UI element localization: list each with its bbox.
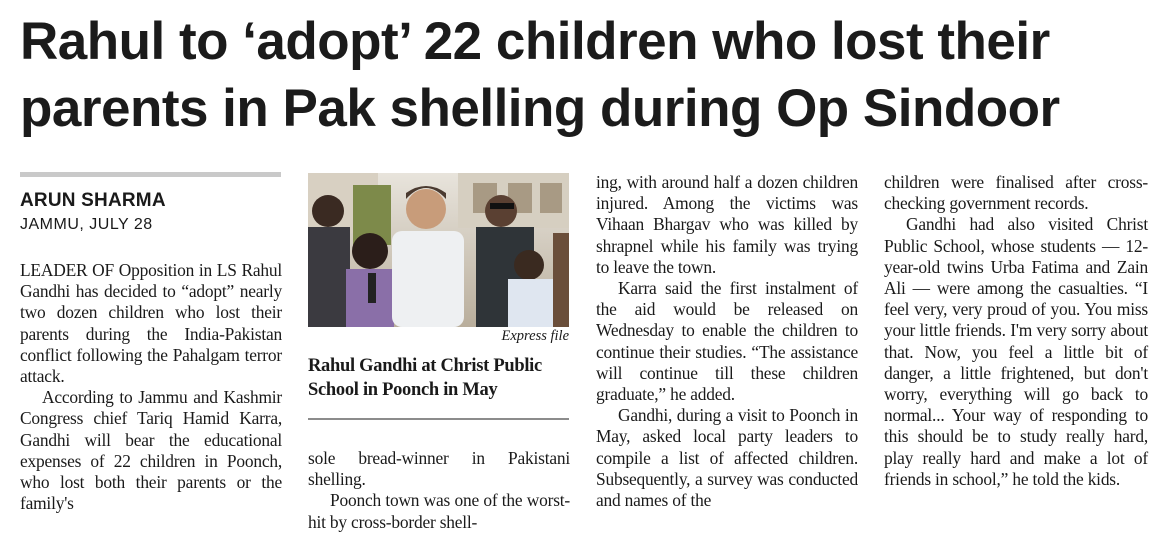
photo-illustration <box>308 173 569 327</box>
photo-caption <box>308 354 570 402</box>
paragraph: According to Jammu and Kashmir Congress chief Tariq Hamid Karra, Gandhi will bear the educational expenses of 22 children in Poonch, who lost both their parents or the family's <box>20 387 282 514</box>
paragraph: children were finalised after cross-checking government records. <box>884 172 1148 214</box>
byline-rule <box>20 172 281 177</box>
caption-rule <box>308 418 569 420</box>
paragraph: Gandhi had also visited Christ Public School, whose students — 12-year-old twins Urba Fatima and Zain Ali — were among the casualties. “I feel very, very proud of you. You miss your little friends. I'm very sorry about that. Now, you feel a little bit of danger, a little frightened, but don't worry, everything will go back to normal... Your way of responding to this should be to study really hard, play really hard and make a lot of friends in school,” he told the kids. <box>884 214 1148 489</box>
paragraph: ing, with around half a dozen children injured. Among the victims was Vihaan Bhargav who was killed by shrapnel while his family was trying to leave the town. <box>596 172 858 277</box>
paragraph: Gandhi, during a visit to Poonch in May, asked local party leaders to compile a list of affected children. Subsequently, a survey was conducted and names of the <box>596 405 858 511</box>
caption-line-1: Rahul Gandhi at Christ Public <box>308 356 542 376</box>
headline-line-2: parents in Pak shelling during Op Sindoor <box>20 79 1060 138</box>
dateline: JAMMU, JULY 28 <box>20 216 153 233</box>
paragraph: sole bread-winner in Pakistani shelling. <box>308 448 570 490</box>
headline-line-1: Rahul to ‘adopt’ 22 children who lost their <box>20 12 1050 71</box>
article-photo <box>308 173 569 327</box>
byline: ARUN SHARMA <box>20 190 166 211</box>
article-column-3 <box>596 172 858 511</box>
article-column-4 <box>884 172 1148 490</box>
article-column-2 <box>308 448 570 533</box>
paragraph: Karra said the first instalment of the aid would be released on Wednesday to enable the children to continue their studies. “The assistance will continue till these children graduate,” he added. <box>596 278 858 405</box>
photo-credit: Express file <box>501 328 569 344</box>
paragraph: LEADER OF Opposition in LS Rahul Gandhi has decided to “adopt” nearly two dozen children who lost their parents during the India-Pakistan conflict following the Pahalgam terror attack. <box>20 260 282 387</box>
paragraph: Poonch town was one of the worst-hit by cross-border shell- <box>308 490 570 532</box>
caption-line-2: School in Poonch in May <box>308 380 498 400</box>
headline <box>20 8 1160 142</box>
